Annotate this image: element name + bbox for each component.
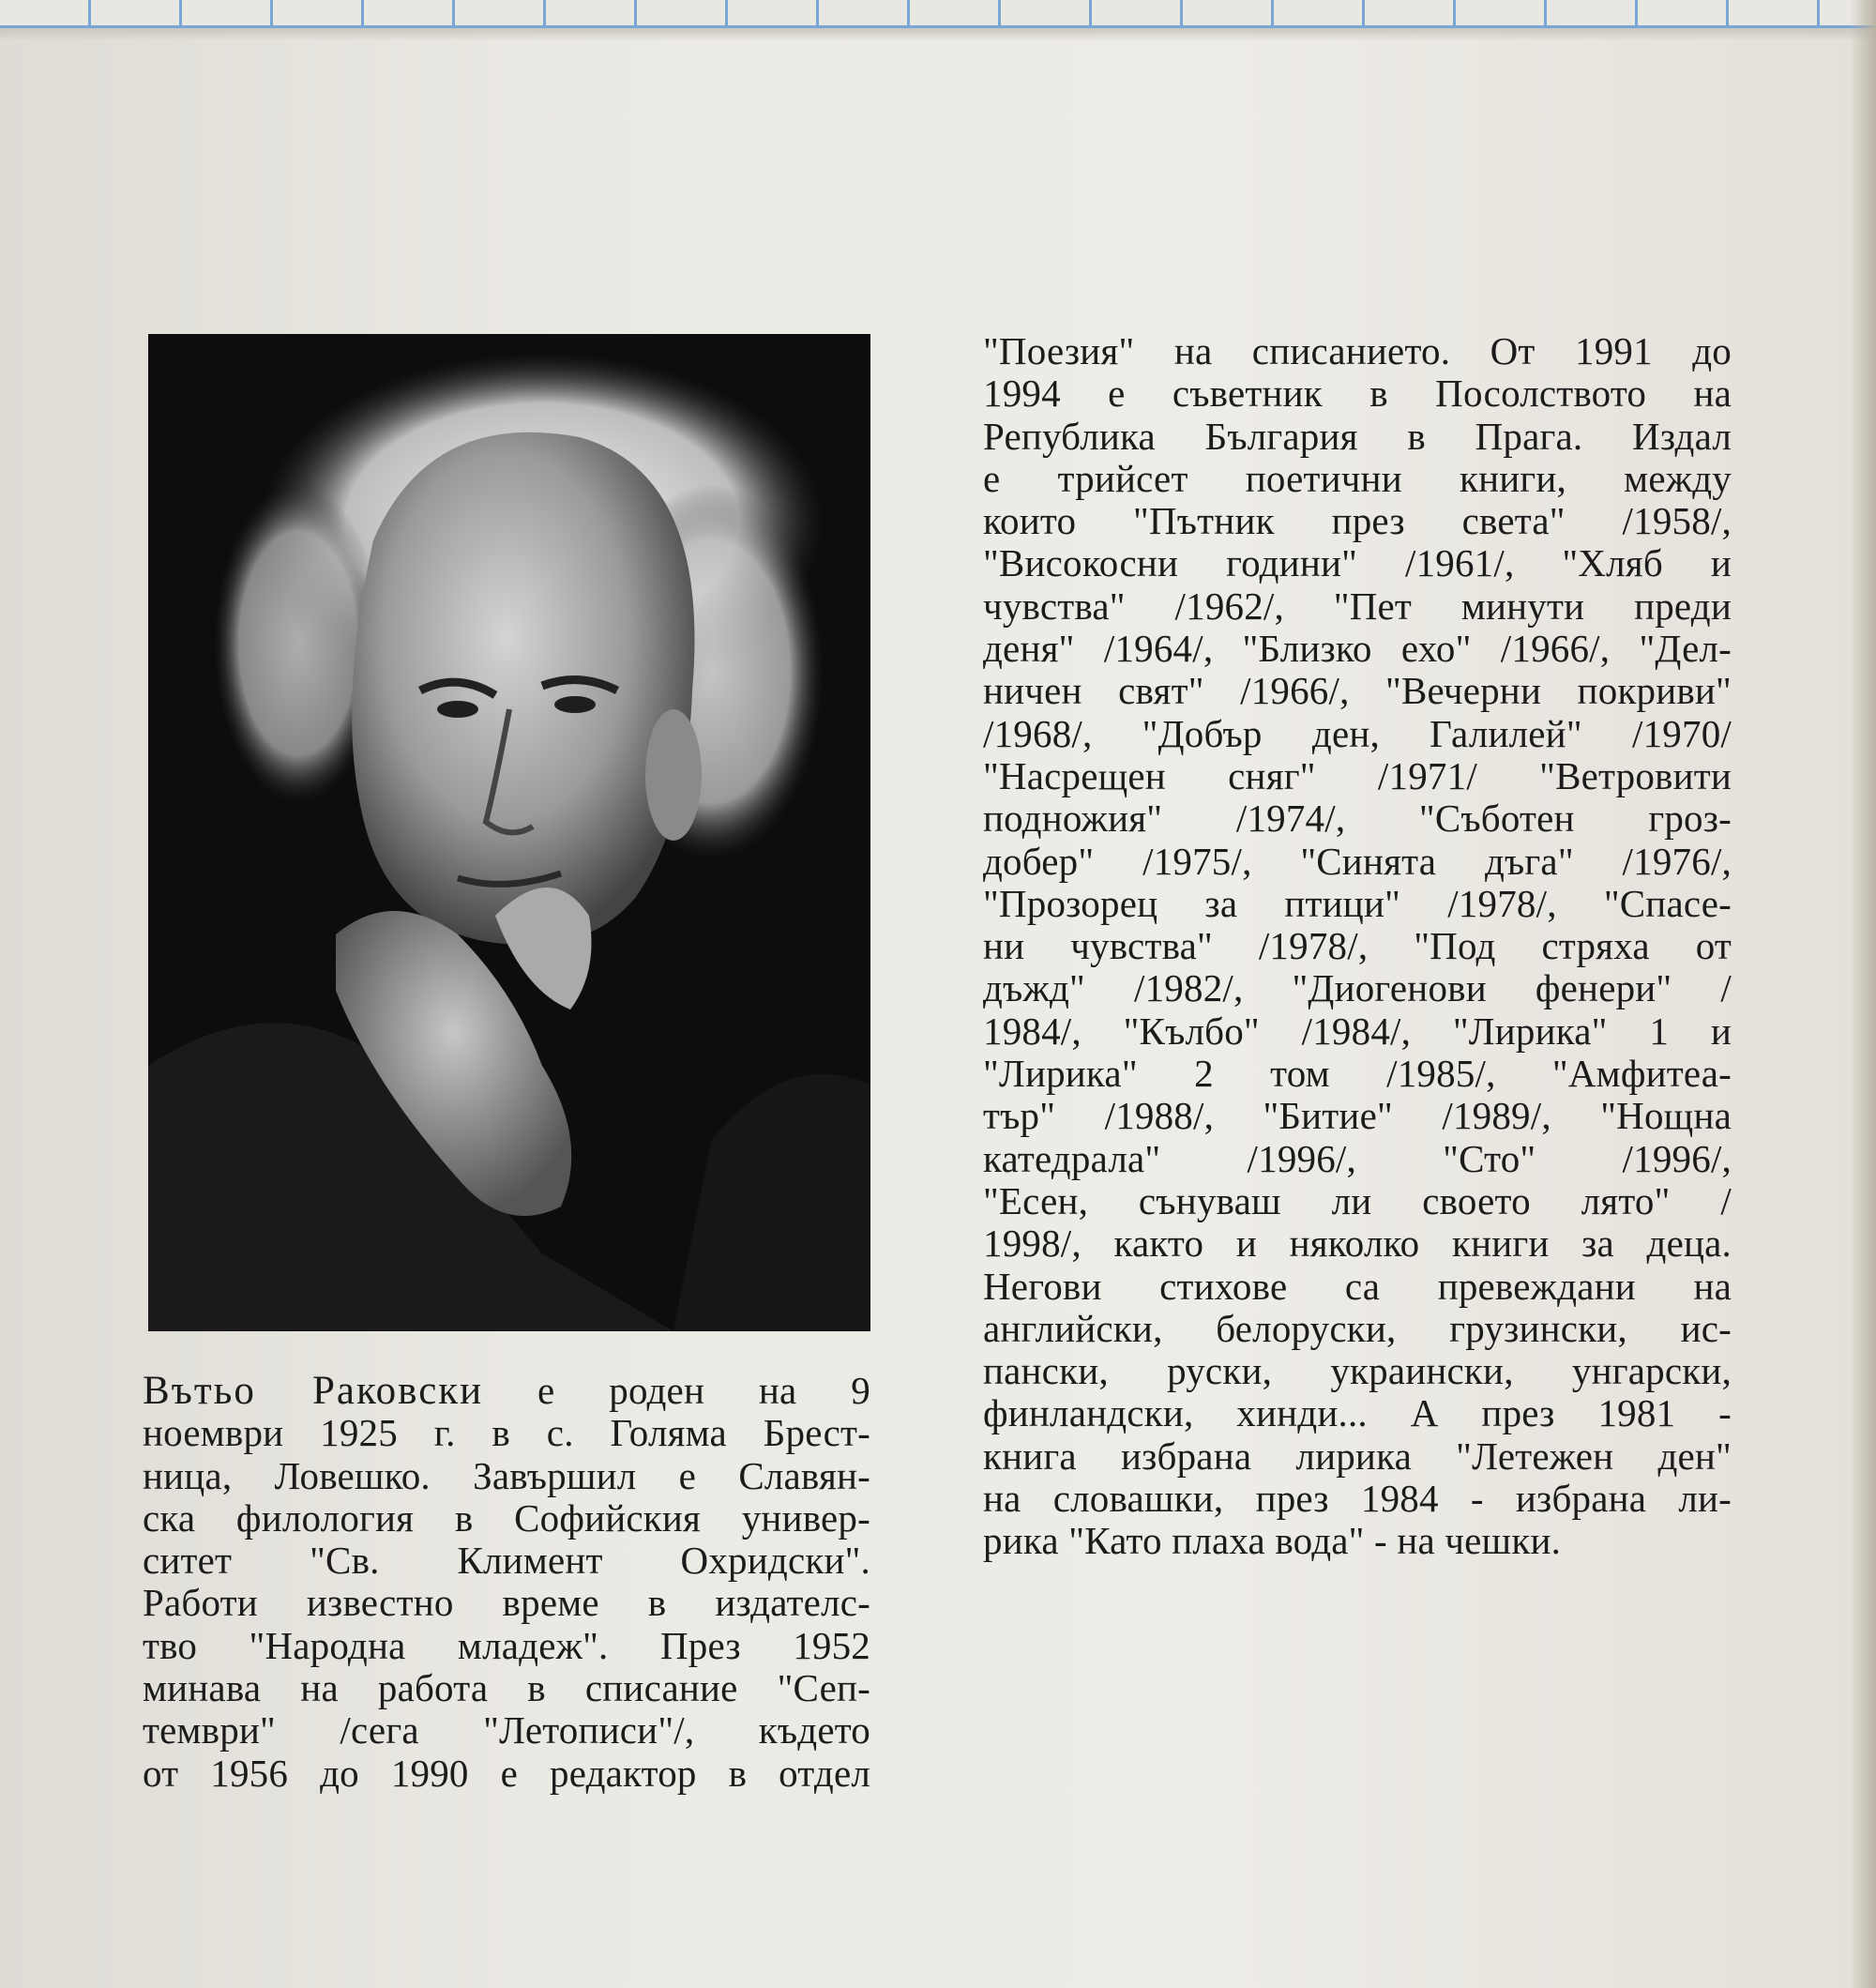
bio-line: ничен свят" /1966/, "Вечерни покриви" [983, 669, 1732, 713]
bio-line: ни чувства" /1978/, "Под стряха от [983, 924, 1732, 968]
bio-line: ска филология в Софийския универ- [143, 1495, 870, 1540]
bio-line: на словашки, през 1984 - избрана ли- [983, 1477, 1732, 1521]
bio-line: подножия" /1974/, "Съботен гроз- [983, 797, 1732, 841]
bio-line: "Есен, сънуваш ли своето лято" / [983, 1178, 1732, 1222]
bio-line: чувства" /1962/, "Пет минути преди [983, 584, 1732, 628]
bio-line: 1994 е съветник в Посолството на [983, 372, 1732, 416]
bio-line: добер" /1975/, "Синята дъга" /1976/, [983, 839, 1732, 883]
bio-right-column [983, 330, 1732, 1563]
bio-line: пански, руски, украински, унгарски, [983, 1349, 1732, 1393]
bio-line: /1968/, "Добър ден, Галилей" /1970/ [983, 711, 1732, 755]
bio-line: "Прозорец за птици" /1978/, "Спасе- [983, 881, 1732, 925]
bio-line: Вътьо Раковски е роден на 9 [143, 1369, 870, 1413]
notebook-margin-lines [0, 0, 1876, 28]
bio-line: "Поезия" на списанието. От 1991 до [983, 329, 1732, 372]
bio-line: "Насрещен сняг" /1971/ "Ветровити [983, 753, 1732, 797]
bio-line: деня" /1964/, "Близко ехо" /1966/, "Дел- [983, 627, 1732, 671]
bio-line: "Високосни години" /1961/, "Хляб и [983, 541, 1732, 585]
bio-line: английски, белоруски, грузински, ис- [983, 1306, 1732, 1350]
bio-line: ница, Ловешко. Завършил е Славян- [143, 1453, 870, 1497]
bio-line: 1998/, както и няколко книги за деца. [983, 1222, 1732, 1266]
bio-line: минава на работа в списание "Сеп- [143, 1666, 870, 1710]
author-name: Вътьо Раковски [143, 1369, 484, 1413]
bio-left-column [143, 1370, 870, 1795]
bio-line: тво "Народна младеж". През 1952 [143, 1623, 870, 1667]
page-edge-shadow [1850, 0, 1876, 1988]
bio-line: е трийсет поетични книги, между [983, 456, 1732, 500]
bio-line: Работи известно време в издателс- [143, 1581, 870, 1625]
portrait-illustration [148, 334, 870, 1331]
bio-line: ситет "Св. Климент Охридски". [143, 1539, 870, 1583]
bio-line: рика "Като плаха вода" - на чешки. [983, 1519, 1562, 1563]
bio-line: тември" /сега "Летописи"/, където [143, 1708, 870, 1753]
bio-line: Негови стихове са превеждани на [983, 1264, 1732, 1308]
bio-line: финландски, хинди... А през 1981 - [983, 1391, 1732, 1435]
bio-line: тър" /1988/, "Битие" /1989/, "Нощна [983, 1094, 1732, 1138]
bio-line: от 1956 до 1990 е редактор в отдел [143, 1751, 870, 1795]
bio-line: ноември 1925 г. в с. Голяма Брест- [143, 1411, 870, 1455]
bio-line: 1984/, "Кълбо" /1984/, "Лирика" 1 и [983, 1009, 1732, 1053]
bio-line: книга избрана лирика "Летежен ден" [983, 1434, 1732, 1478]
bio-line: дъжд" /1982/, "Диогенови фенери" / [983, 966, 1732, 1010]
bio-line: които "Пътник през света" /1958/, [983, 499, 1732, 543]
page-shadow [0, 28, 1876, 41]
bio-line: катедрала" /1996/, "Сто" /1996/, [983, 1136, 1732, 1180]
bio-line: Република България в Прага. Издал [983, 414, 1732, 458]
bio-line: "Лирика" 2 том /1985/, "Амфитеа- [983, 1052, 1732, 1096]
portrait-photo [148, 334, 870, 1331]
